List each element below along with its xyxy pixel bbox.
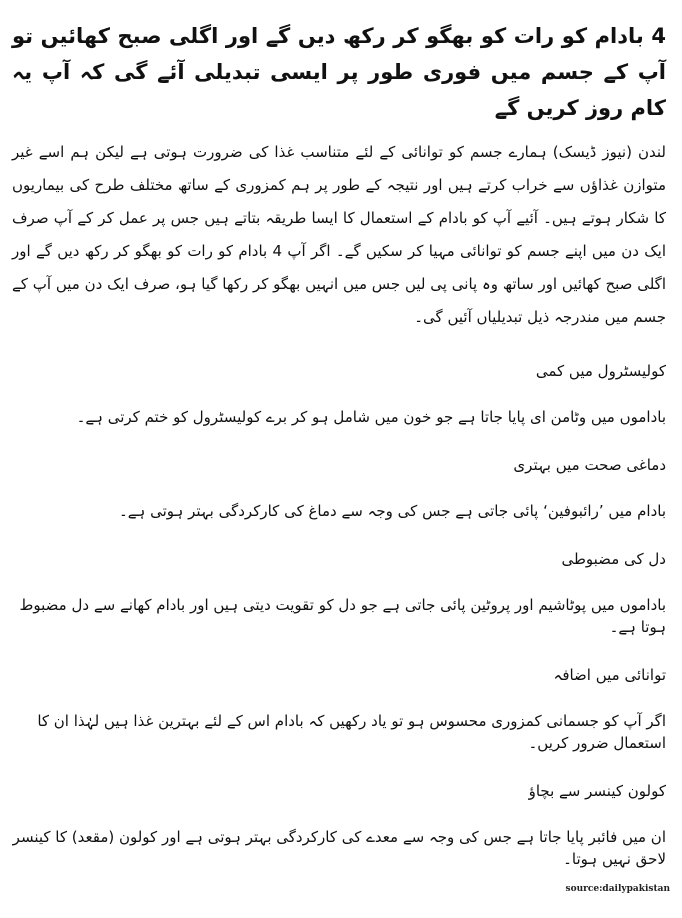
section-heading: کولون کینسر سے بچاﺅ [528,782,666,800]
source-credit: source:dailypakistan [565,884,670,894]
section-energy-boost [12,664,666,754]
section-heading: دل کی مضبوطی [561,550,666,568]
section-colon-cancer [12,780,666,870]
article [12,18,666,896]
section-cholesterol [12,360,666,428]
section-body: باداموں میں وٹامن ای پایا جاتا ہے جو خون میں شامل ہو کر برے کولیسٹرول کو ختم کرتی ہے۔ [76,408,666,426]
section-heading: کولیسٹرول میں کمی [535,362,666,380]
section-body: باداموں میں پوٹاشیم اور پروٹین پائی جاتی ہے جو دل کو تقویت دیتی ہیں اور بادام کھانے سے دل مضبوط ہوتا ہے۔ [19,596,666,636]
section-brain-health [12,454,666,522]
section-heading: توانائی میں اضافہ [553,666,666,684]
section-body: ان میں فائبر پایا جاتا ہے جس کی وجہ سے معدے کی کارکردگی بہتر ہوتی ہے اور کولون (مقعد) کا کینسر لاحق نہیں ہوتا۔ [12,828,666,868]
section-heading: دماغی صحت میں بہتری [513,456,666,474]
section-heart-strength [12,548,666,638]
section-body: اگر آپ کو جسمانی کمزوری محسوس ہو تو یاد رکھیں کہ بادام اس کے لئے بہترین غذا ہیں لہٰذا ان کا استعمال ضرور کریں۔ [37,712,666,752]
section-body: بادام میں ’رائبوفین‘ پائی جاتی ہے جس کی وجہ سے دماغ کی کارکردگی بہتر ہوتی ہے۔ [118,502,666,520]
article-headline: 4 بادام کو رات کو بھگو کر رکھ دیں گے اور اگلی صبح کھائیں تو آپ کے جسم میں فوری طور پر ایسی تبدیلی آئے گی کہ آپ یہ کام روز کریں گے [12,24,666,120]
article-intro: لندن (نیوز ڈیسک) ہمارے جسم کو توانائی کے لئے متناسب غذا کی ضرورت ہوتی ہے لیکن ہم اسے غیر متوازن غذاﺅں سے خراب کرتے ہیں اور نتیجہ کے طور پر ہم کمزوری کے ساتھ مختلف طرح کی بیماریوں کا شکار ہوتے ہیں۔ آئیے آپ کو بادام کے استعمال کا ایسا طریقہ بتاتے ہیں جس پر عمل کر کے آپ صرف ایک دن میں اپنے جسم کو توانائی مہیا کر سکیں گے۔ اگر آپ 4 بادام کو رات کو بھگو کر رکھ دیں گے اور اگلی صبح کھائیں اور ساتھ وہ پانی پی لیں جس میں انہیں بھگو کر رکھا گیا ہو، صرف ایک دن میں آپ کے جسم میں مندرجہ ذیل تبدیلیاں آئیں گی۔ [12,143,666,326]
